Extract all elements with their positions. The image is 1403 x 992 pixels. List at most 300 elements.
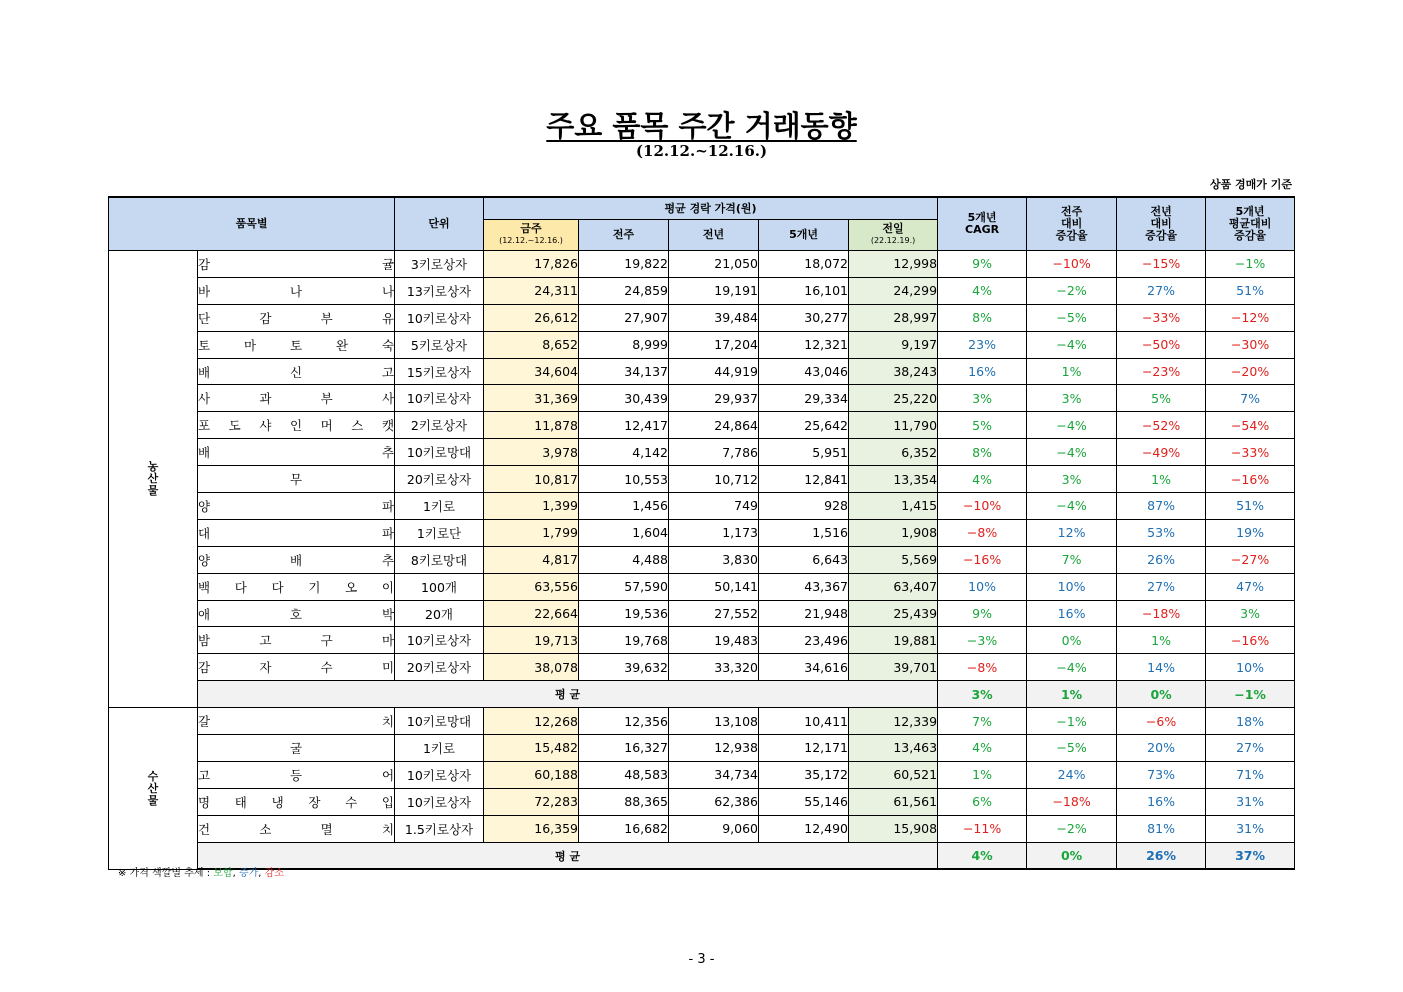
this-week-price: 8,652: [484, 331, 579, 358]
avg5-change: −16%: [1206, 466, 1295, 493]
table-row: [109, 331, 1295, 358]
last-year-price: 19,191: [669, 277, 759, 304]
prev-day-price: 61,561: [849, 788, 938, 815]
five-year-price: 928: [759, 493, 849, 520]
page-number: - 3 -: [688, 952, 715, 967]
yoy-change: 27%: [1117, 573, 1206, 600]
yoy-change: 73%: [1117, 761, 1206, 788]
five-year-price: 6,643: [759, 546, 849, 573]
avg5-change: 31%: [1206, 815, 1295, 842]
last-week-price: 1,604: [579, 519, 669, 546]
group-label-text: 수 산 물: [147, 769, 159, 807]
avg5-change: 51%: [1206, 493, 1295, 520]
item-name-text: 양 배 추: [198, 552, 395, 568]
avg-yoy: 0%: [1117, 681, 1206, 708]
table-row: [109, 573, 1295, 600]
yoy-change: −33%: [1117, 304, 1206, 331]
unit-cell: 3키로상자: [395, 251, 484, 278]
avg5-change: 47%: [1206, 573, 1295, 600]
unit-cell: 10키로상자: [395, 627, 484, 654]
item-name-text: 대 파: [198, 525, 395, 541]
prev-day-price: 12,998: [849, 251, 938, 278]
price-table-body: [109, 251, 1295, 870]
wow-change: −5%: [1027, 304, 1117, 331]
item-name-text: 감 자 수 미: [198, 660, 395, 676]
yoy-change: −23%: [1117, 358, 1206, 385]
avg5-change: −16%: [1206, 627, 1295, 654]
header-wow-l3: 증감율: [1055, 229, 1088, 242]
avg5-change: 3%: [1206, 600, 1295, 627]
this-week-price: 16,359: [484, 815, 579, 842]
last-year-price: 9,060: [669, 815, 759, 842]
header-unit: 단위: [395, 197, 484, 251]
unit-cell: 10키로상자: [395, 761, 484, 788]
table-row: [109, 788, 1295, 815]
cagr-value: 7%: [938, 708, 1027, 735]
avg5-change: 31%: [1206, 788, 1295, 815]
item-name-text: 굴: [289, 740, 303, 756]
table-row: [109, 493, 1295, 520]
cagr-value: 5%: [938, 412, 1027, 439]
item-name-text: 밤 고 구 마: [198, 633, 395, 649]
five-year-price: 12,841: [759, 466, 849, 493]
this-week-price: 60,188: [484, 761, 579, 788]
table-row: [109, 412, 1295, 439]
prev-day-price: 12,339: [849, 708, 938, 735]
header-cagr: [938, 197, 1027, 251]
avg5-change: 19%: [1206, 519, 1295, 546]
item-name: [198, 412, 395, 439]
last-week-price: 8,999: [579, 331, 669, 358]
wow-change: −4%: [1027, 439, 1117, 466]
avg-yoy: 26%: [1117, 842, 1206, 869]
item-name-text: 무: [289, 472, 303, 488]
avg5-change: −33%: [1206, 439, 1295, 466]
this-week-price: 1,799: [484, 519, 579, 546]
this-week-price: 34,604: [484, 358, 579, 385]
last-week-price: 48,583: [579, 761, 669, 788]
five-year-price: 10,411: [759, 708, 849, 735]
price-table: [108, 196, 1295, 870]
color-legend-note: [118, 864, 284, 879]
header-wow: [1027, 197, 1117, 251]
cagr-value: −8%: [938, 654, 1027, 681]
item-name-text: 바 나 나: [198, 283, 395, 299]
last-year-price: 749: [669, 493, 759, 520]
this-week-price: 1,399: [484, 493, 579, 520]
last-year-price: 1,173: [669, 519, 759, 546]
five-year-price: 23,496: [759, 627, 849, 654]
item-name: [198, 573, 395, 600]
unit-cell: 10키로상자: [395, 385, 484, 412]
prev-day-price: 63,407: [849, 573, 938, 600]
five-year-price: 12,490: [759, 815, 849, 842]
prev-day-price: 1,908: [849, 519, 938, 546]
wow-change: −2%: [1027, 815, 1117, 842]
wow-change: 7%: [1027, 546, 1117, 573]
last-year-price: 62,386: [669, 788, 759, 815]
header-cagr-l1: 5개년: [967, 211, 997, 224]
prev-day-price: 1,415: [849, 493, 938, 520]
table-row: [109, 761, 1295, 788]
average-row: [109, 842, 1295, 869]
last-year-price: 12,938: [669, 735, 759, 762]
unit-cell: 20키로상자: [395, 654, 484, 681]
last-week-price: 24,859: [579, 277, 669, 304]
last-year-price: 33,320: [669, 654, 759, 681]
wow-change: 16%: [1027, 600, 1117, 627]
five-year-price: 35,172: [759, 761, 849, 788]
this-week-price: 38,078: [484, 654, 579, 681]
unit-cell: 13키로상자: [395, 277, 484, 304]
item-name-text: 명 태 냉 장 수 입: [198, 794, 394, 810]
cagr-value: 1%: [938, 761, 1027, 788]
item-name: [198, 385, 395, 412]
avg5-change: −12%: [1206, 304, 1295, 331]
item-name: [198, 761, 395, 788]
item-name: [198, 815, 395, 842]
avg5-change: −30%: [1206, 331, 1295, 358]
header-last-year: 전년: [669, 220, 759, 251]
this-week-price: 19,713: [484, 627, 579, 654]
this-week-price: 31,369: [484, 385, 579, 412]
last-week-price: 57,590: [579, 573, 669, 600]
cagr-value: 4%: [938, 466, 1027, 493]
cagr-value: 8%: [938, 304, 1027, 331]
wow-change: −2%: [1027, 277, 1117, 304]
table-row: [109, 251, 1295, 278]
this-week-price: 11,878: [484, 412, 579, 439]
five-year-price: 12,321: [759, 331, 849, 358]
prev-day-price: 5,569: [849, 546, 938, 573]
unit-cell: 1키로: [395, 493, 484, 520]
cagr-value: 4%: [938, 277, 1027, 304]
cagr-value: −10%: [938, 493, 1027, 520]
wow-change: −5%: [1027, 735, 1117, 762]
header-wow-l2: 대비: [1060, 217, 1083, 230]
table-row: [109, 708, 1295, 735]
this-week-price: 72,283: [484, 788, 579, 815]
prev-day-price: 11,790: [849, 412, 938, 439]
header-yoy-l1: 전년: [1150, 205, 1172, 218]
this-week-price: 10,817: [484, 466, 579, 493]
yoy-change: 53%: [1117, 519, 1206, 546]
item-name: [198, 331, 395, 358]
prev-day-price: 9,197: [849, 331, 938, 358]
item-name-text: 건 소 멸 치: [198, 821, 395, 837]
avg5-change: 7%: [1206, 385, 1295, 412]
table-row: [109, 304, 1295, 331]
five-year-price: 21,948: [759, 600, 849, 627]
yoy-change: −15%: [1117, 251, 1206, 278]
avg-cagr: 4%: [938, 842, 1027, 869]
average-row: [109, 681, 1295, 708]
table-row: [109, 600, 1295, 627]
note-prefix: ※ 가격 색깔별 추세 :: [118, 868, 214, 879]
wow-change: −4%: [1027, 412, 1117, 439]
header-this-week-sub: (12.12.~12.16.): [499, 236, 563, 245]
table-row: [109, 815, 1295, 842]
prev-day-price: 38,243: [849, 358, 938, 385]
avg-cagr: 3%: [938, 681, 1027, 708]
last-year-price: 34,734: [669, 761, 759, 788]
yoy-change: −6%: [1117, 708, 1206, 735]
last-year-price: 3,830: [669, 546, 759, 573]
item-name: [198, 493, 395, 520]
last-week-price: 34,137: [579, 358, 669, 385]
header-wow-l1: 전주: [1060, 205, 1083, 218]
unit-cell: 10키로상자: [395, 788, 484, 815]
avg5-change: −20%: [1206, 358, 1295, 385]
item-name-text: 사 과 부 사: [198, 391, 395, 407]
wow-change: 24%: [1027, 761, 1117, 788]
average-label: 평 균: [198, 842, 938, 869]
note-sep1: ,: [232, 868, 239, 879]
average-label: 평 균: [198, 681, 938, 708]
header-this-week-label: 금주: [520, 222, 542, 235]
unit-cell: 10키로망대: [395, 439, 484, 466]
last-week-price: 88,365: [579, 788, 669, 815]
wow-change: −4%: [1027, 654, 1117, 681]
item-name: [198, 277, 395, 304]
item-name: [198, 600, 395, 627]
table-row: [109, 358, 1295, 385]
table-row: [109, 735, 1295, 762]
note-flat: 보합: [213, 868, 233, 879]
this-week-price: 17,826: [484, 251, 579, 278]
header-prev-day-sub: (22.12.19.): [870, 236, 916, 245]
cagr-value: 10%: [938, 573, 1027, 600]
table-row: [109, 385, 1295, 412]
header-last-week: 전주: [579, 220, 669, 251]
yoy-change: −18%: [1117, 600, 1206, 627]
avg-avg5: −1%: [1206, 681, 1295, 708]
unit-cell: 15키로상자: [395, 358, 484, 385]
this-week-price: 12,268: [484, 708, 579, 735]
five-year-price: 43,367: [759, 573, 849, 600]
yoy-change: 14%: [1117, 654, 1206, 681]
last-week-price: 27,907: [579, 304, 669, 331]
group-label-text: 농 산 물: [147, 460, 159, 498]
item-name: [198, 466, 395, 493]
item-name: [198, 251, 395, 278]
yoy-change: −49%: [1117, 439, 1206, 466]
prev-day-price: 6,352: [849, 439, 938, 466]
item-name-text: 백 다 다 기 오 이: [198, 579, 394, 595]
yoy-change: 26%: [1117, 546, 1206, 573]
avg5-change: 51%: [1206, 277, 1295, 304]
unit-cell: 10키로상자: [395, 304, 484, 331]
item-name-text: 갈 치: [198, 714, 395, 730]
item-name: [198, 788, 395, 815]
item-name-text: 고 등 어: [198, 767, 395, 783]
wow-change: 3%: [1027, 466, 1117, 493]
prev-day-price: 15,908: [849, 815, 938, 842]
avg5-change: 71%: [1206, 761, 1295, 788]
avg5-change: 10%: [1206, 654, 1295, 681]
last-year-price: 27,552: [669, 600, 759, 627]
cagr-value: −11%: [938, 815, 1027, 842]
period: (12.12.~12.16.): [635, 142, 768, 160]
prev-day-price: 39,701: [849, 654, 938, 681]
avg5-change: 18%: [1206, 708, 1295, 735]
table-row: [109, 627, 1295, 654]
item-name-text: 토 마 토 완 숙: [198, 337, 395, 353]
item-name: [198, 358, 395, 385]
five-year-price: 12,171: [759, 735, 849, 762]
prev-day-price: 19,881: [849, 627, 938, 654]
item-name: [198, 439, 395, 466]
five-year-price: 30,277: [759, 304, 849, 331]
five-year-price: 18,072: [759, 251, 849, 278]
unit-cell: 100개: [395, 573, 484, 600]
item-name: [198, 654, 395, 681]
item-name-text: 배 추: [198, 445, 395, 461]
wow-change: 12%: [1027, 519, 1117, 546]
last-year-price: 17,204: [669, 331, 759, 358]
avg5-change: 27%: [1206, 735, 1295, 762]
header-yoy-l3: 증감율: [1145, 229, 1178, 242]
avg5-change: −1%: [1206, 251, 1295, 278]
this-week-price: 22,664: [484, 600, 579, 627]
five-year-price: 43,046: [759, 358, 849, 385]
note-sep2: ,: [258, 868, 265, 879]
wow-change: 0%: [1027, 627, 1117, 654]
last-year-price: 21,050: [669, 251, 759, 278]
prev-day-price: 25,439: [849, 600, 938, 627]
last-week-price: 1,456: [579, 493, 669, 520]
header-this-week: [484, 220, 579, 251]
cagr-value: 23%: [938, 331, 1027, 358]
avg5-change: −27%: [1206, 546, 1295, 573]
last-week-price: 16,327: [579, 735, 669, 762]
avg-wow: 0%: [1027, 842, 1117, 869]
header-item: 품목별: [109, 197, 395, 251]
five-year-price: 29,334: [759, 385, 849, 412]
cagr-value: −3%: [938, 627, 1027, 654]
note-down: 감소: [264, 868, 284, 879]
prev-day-price: 60,521: [849, 761, 938, 788]
yoy-change: 1%: [1117, 627, 1206, 654]
last-week-price: 19,822: [579, 251, 669, 278]
cagr-value: 8%: [938, 439, 1027, 466]
item-name: [198, 519, 395, 546]
cagr-value: 9%: [938, 600, 1027, 627]
item-name: [198, 708, 395, 735]
yoy-change: 20%: [1117, 735, 1206, 762]
table-row: [109, 439, 1295, 466]
header-yoy: [1117, 197, 1206, 251]
header-avg5-l1: 5개년: [1235, 205, 1265, 218]
prev-day-price: 25,220: [849, 385, 938, 412]
item-name-text: 단 감 부 유: [198, 310, 395, 326]
header-prev-day: [849, 220, 938, 251]
header-avg5-l3: 증감율: [1234, 229, 1267, 242]
cagr-value: 4%: [938, 735, 1027, 762]
last-week-price: 12,356: [579, 708, 669, 735]
last-year-price: 50,141: [669, 573, 759, 600]
yoy-change: −50%: [1117, 331, 1206, 358]
unit-cell: 5키로상자: [395, 331, 484, 358]
cagr-value: 6%: [938, 788, 1027, 815]
this-week-price: 26,612: [484, 304, 579, 331]
item-name-text: 양 파: [198, 498, 395, 514]
yoy-change: 16%: [1117, 788, 1206, 815]
avg-avg5: 37%: [1206, 842, 1295, 869]
cagr-value: −16%: [938, 546, 1027, 573]
this-week-price: 4,817: [484, 546, 579, 573]
last-year-price: 39,484: [669, 304, 759, 331]
last-year-price: 10,712: [669, 466, 759, 493]
last-week-price: 10,553: [579, 466, 669, 493]
five-year-price: 16,101: [759, 277, 849, 304]
wow-change: −1%: [1027, 708, 1117, 735]
last-year-price: 13,108: [669, 708, 759, 735]
price-basis: 상품 경매가 기준: [1209, 178, 1292, 191]
wow-change: −10%: [1027, 251, 1117, 278]
header-avg5-l2: 평균대비: [1228, 217, 1272, 230]
wow-change: 10%: [1027, 573, 1117, 600]
wow-change: 3%: [1027, 385, 1117, 412]
table-row: [109, 466, 1295, 493]
last-week-price: 39,632: [579, 654, 669, 681]
yoy-change: −52%: [1117, 412, 1206, 439]
item-name: [198, 627, 395, 654]
last-week-price: 4,488: [579, 546, 669, 573]
group-label: [109, 251, 198, 708]
last-year-price: 44,919: [669, 358, 759, 385]
unit-cell: 1키로단: [395, 519, 484, 546]
avg-wow: 1%: [1027, 681, 1117, 708]
item-name-text: 포 도 샤 인 머 스 캣: [198, 418, 395, 434]
prev-day-price: 28,997: [849, 304, 938, 331]
this-week-price: 3,978: [484, 439, 579, 466]
yoy-change: 81%: [1117, 815, 1206, 842]
table-row: [109, 277, 1295, 304]
prev-day-price: 13,463: [849, 735, 938, 762]
header-five-year: 5개년: [759, 220, 849, 251]
unit-cell: 20개: [395, 600, 484, 627]
last-year-price: 24,864: [669, 412, 759, 439]
table-row: [109, 546, 1295, 573]
page-title: [0, 104, 1403, 145]
cagr-value: −8%: [938, 519, 1027, 546]
yoy-change: 27%: [1117, 277, 1206, 304]
header-yoy-l2: 대비: [1150, 217, 1172, 230]
last-year-price: 19,483: [669, 627, 759, 654]
item-name-text: 감 귤: [198, 256, 395, 272]
last-week-price: 19,768: [579, 627, 669, 654]
five-year-price: 34,616: [759, 654, 849, 681]
item-name: [198, 735, 395, 762]
header-prev-day-label: 전일: [882, 222, 904, 235]
prev-day-price: 13,354: [849, 466, 938, 493]
five-year-price: 55,146: [759, 788, 849, 815]
this-week-price: 63,556: [484, 573, 579, 600]
yoy-change: 87%: [1117, 493, 1206, 520]
last-year-price: 29,937: [669, 385, 759, 412]
unit-cell: 20키로상자: [395, 466, 484, 493]
unit-cell: 8키로망대: [395, 546, 484, 573]
wow-change: −4%: [1027, 331, 1117, 358]
table-row: [109, 654, 1295, 681]
page-title-text: 주요 품목 주간 거래동향: [546, 109, 857, 143]
last-week-price: 19,536: [579, 600, 669, 627]
item-name-text: 애 호 박: [198, 606, 395, 622]
unit-cell: 10키로망대: [395, 708, 484, 735]
unit-cell: 2키로상자: [395, 412, 484, 439]
five-year-price: 25,642: [759, 412, 849, 439]
